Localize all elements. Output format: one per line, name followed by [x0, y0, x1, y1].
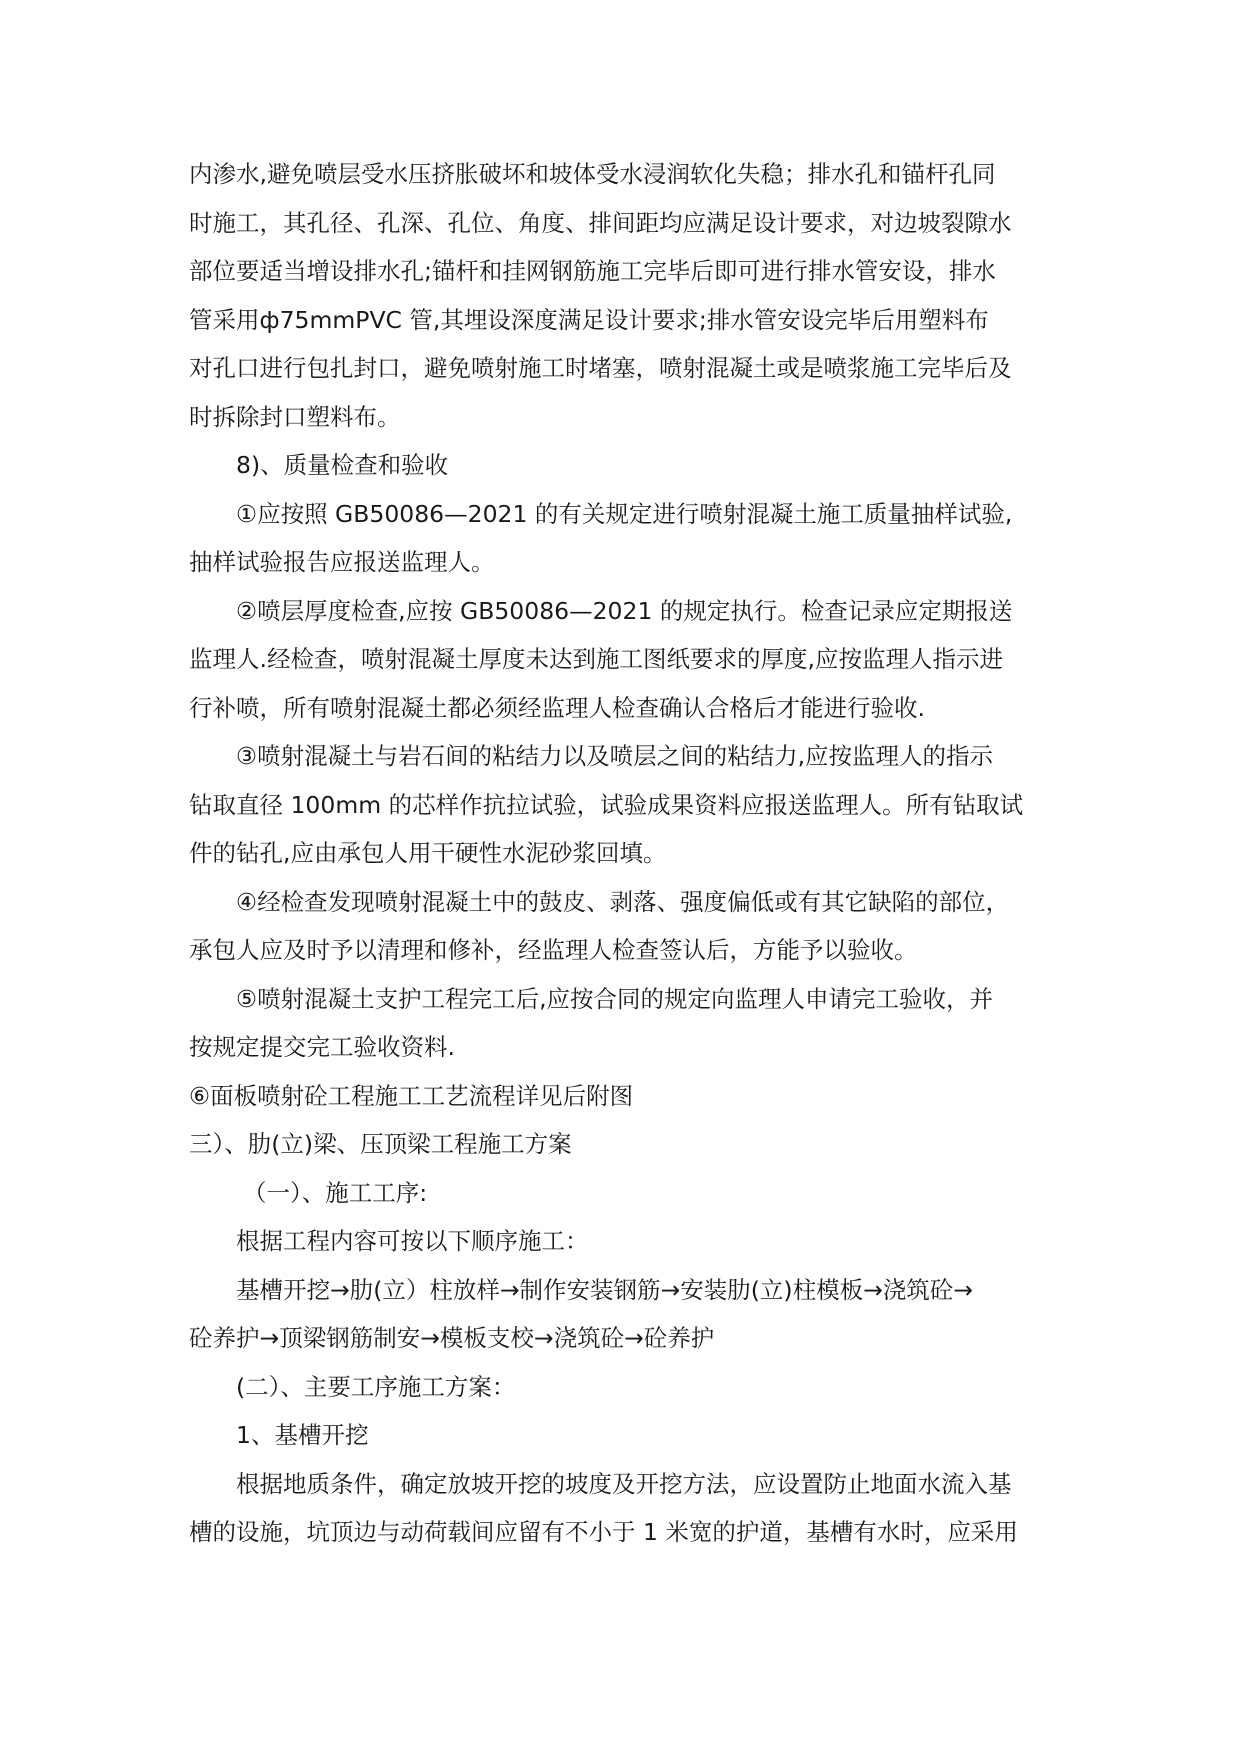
- text-line: 对孔口进行包扎封口，避免喷射施工时堵塞，喷射混凝土或是喷浆施工完毕后及: [189, 354, 1012, 382]
- text-line: 承包人应及时予以清理和修补，经监理人检查签认后，方能予以验收。: [189, 936, 918, 964]
- text-line: ⑥面板喷射砼工程施工工艺流程详见后附图: [189, 1081, 634, 1110]
- section-heading: 8)、质量检查和验收: [236, 451, 449, 479]
- text-line: ①应按照 GB50086—2021 的有关规定进行喷射混凝土施工质量抽样试验,: [236, 499, 1013, 528]
- process-flow-line: 砼养护→顶梁钢筋制安→模板支校→浇筑砼→砼养护: [189, 1324, 715, 1352]
- text-line: 部位要适当增设排水孔;锚杆和挂网钢筋施工完毕后即可进行排水管安设，排水: [189, 257, 996, 285]
- text-line: 按规定提交完工验收资料.: [189, 1033, 455, 1061]
- text-line: 抽样试验报告应报送监理人。: [189, 548, 495, 576]
- text-line: 管采用ф75mmPVC 管,其埋设深度满足设计要求;排水管安设完毕后用塑料布: [189, 305, 989, 334]
- text-line: 内渗水,避免喷层受水压挤胀破坏和坡体受水浸润软化失稳；排水孔和锚杆孔同: [189, 160, 996, 188]
- text-line: 行补喷，所有喷射混凝土都必须经监理人检查确认合格后才能进行验收.: [189, 693, 925, 722]
- text-line: ③喷射混凝土与岩石间的粘结力以及喷层之间的粘结力,应按监理人的指示: [236, 742, 994, 770]
- text-line: 槽的设施，坑顶边与动荷载间应留有不小于 1 米宽的护道，基槽有水时，应采用: [189, 1518, 1018, 1546]
- section-heading: 三）、肋(立)梁、压顶梁工程施工方案: [189, 1130, 572, 1158]
- text-line: 根据地质条件，确定放坡开挖的坡度及开挖方法，应设置防止地面水流入基: [236, 1469, 1012, 1498]
- text-line: 根据工程内容可按以下顺序施工：: [236, 1227, 589, 1255]
- section-heading: (二）、主要工序施工方案：: [236, 1372, 516, 1401]
- text-line: ⑤喷射混凝土支护工程完工后,应按合同的规定向监理人申请完工验收，并: [236, 984, 994, 1013]
- text-line: 件的钻孔,应由承包人用干硬性水泥砂浆回填。: [189, 839, 667, 867]
- text-line: ②喷层厚度检查,应按 GB50086—2021 的规定执行。检查记录应定期报送: [236, 596, 1013, 625]
- document-body: [189, 150, 1049, 1557]
- text-line: 时施工，其孔径、孔深、孔位、角度、排间距均应满足设计要求，对边坡裂隙水: [189, 208, 1012, 237]
- text-line: ④经检查发现喷射混凝土中的鼓皮、剥落、强度偏低或有其它缺陷的部位，: [236, 887, 1010, 916]
- section-heading: （一）、施工工序:: [243, 1178, 428, 1207]
- text-line: 钻取直径 100mm 的芯样作抗拉试验，试验成果资料应报送监理人。所有钻取试: [189, 790, 1024, 819]
- text-line: 时拆除封口塑料布。: [189, 402, 401, 431]
- process-flow-line: 基槽开挖→肋(立）柱放样→制作安装钢筋→安装肋(立)柱模板→浇筑砼→: [236, 1275, 973, 1304]
- text-line: 监理人.经检查，喷射混凝土厚度未达到施工图纸要求的厚度,应按监理人指示进: [189, 645, 1003, 673]
- section-heading: 1、基槽开挖: [236, 1421, 369, 1449]
